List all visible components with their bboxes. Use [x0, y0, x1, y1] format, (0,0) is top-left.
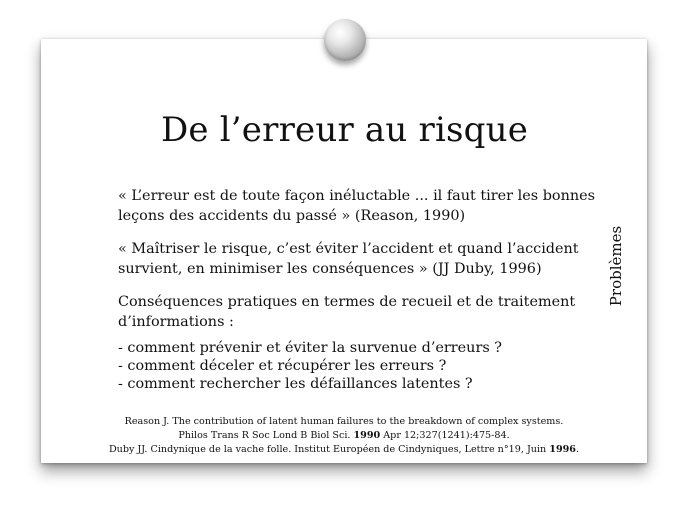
reference-duby-source: Duby JJ. Cindynique de la vache folle. Institut Européen de Cindyniques, Lettre n°19, Juin — [108, 444, 550, 455]
consequences-line-1: Conséquences pratiques en termes de recueil et de traitement — [118, 294, 576, 310]
quote-reason-line-2: leçons des accidents du passé » (Reason, 1990) — [118, 208, 466, 224]
list-item: - comment rechercher les défaillances latentes ? — [118, 376, 473, 392]
reference-reason-pages: Apr 12;327(1241):475-84. — [380, 430, 510, 441]
references — [41, 415, 647, 457]
question-list — [118, 339, 598, 393]
list-item: - comment déceler et récupérer les erreurs ? — [118, 358, 447, 374]
pushpin-icon — [324, 19, 366, 61]
reference-duby-end: . — [575, 444, 580, 455]
quote-duby — [118, 239, 598, 279]
reference-reason-year: 1990 — [353, 430, 381, 441]
consequences-line-2: d’informations : — [118, 314, 234, 330]
reference-reason-line-2 — [41, 429, 647, 443]
quote-reason-line-1: « L’erreur est de toute façon inéluctable ... il faut tirer les bonnes — [118, 188, 596, 204]
list-item: - comment prévenir et éviter la survenue d’erreurs ? — [118, 340, 503, 356]
reference-reason-source: Philos Trans R Soc Lond B Biol Sci. — [178, 430, 354, 441]
quote-duby-line-1: « Maîtriser le risque, c’est éviter l’accident et quand l’accident — [118, 241, 579, 257]
reference-reason-line-1: Reason J. The contribution of latent human failures to the breakdown of complex systems. — [124, 416, 564, 427]
quote-reason — [118, 186, 598, 226]
consequences-paragraph — [118, 292, 598, 332]
reference-duby-year: 1996 — [549, 444, 576, 455]
quote-duby-line-2: survient, en minimiser les conséquences » (JJ Duby, 1996) — [118, 261, 542, 277]
section-label: Problèmes — [607, 225, 625, 307]
slide-title: De l’erreur au risque — [160, 110, 529, 150]
slide-body — [118, 186, 598, 393]
reference-duby — [41, 443, 647, 457]
